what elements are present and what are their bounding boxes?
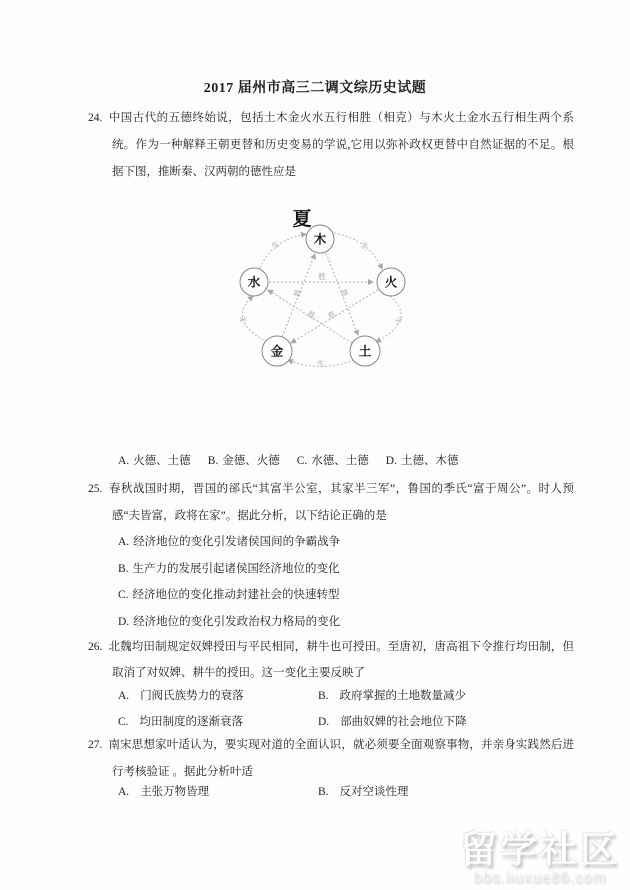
element-node-fire xyxy=(377,268,405,296)
question-27-options xyxy=(118,779,550,805)
overcome-cycle-arrows xyxy=(268,253,378,343)
svg-text:金: 金 xyxy=(270,344,284,359)
question-25-stem xyxy=(88,476,574,530)
question-26-stem xyxy=(88,634,574,686)
generate-label: 生 xyxy=(316,358,327,370)
q24-option-a: A. 火德、土德 xyxy=(118,455,191,467)
q27-option-b: B. 反对空谈性理 xyxy=(318,786,409,798)
q26-option-c: C. 均田制度的逐渐衰落 xyxy=(118,716,244,728)
question-26-text: 北魏均田制规定奴婢授田与平民相同，耕牛也可授田。至唐初，唐高祖下令推行均田制，但取消了对奴婢、耕牛的授田。这一变化主要反映了 xyxy=(108,641,574,679)
q24-option-d: D. 土德、木德 xyxy=(385,455,459,467)
overcome-label: 胜 xyxy=(305,309,317,321)
question-25-text: 春秋战国时期，晋国的郤氏“其富半公室，其家半三军”，鲁国的季氏“富于周公”。时人预感“夫皆富，政将在家”。据此分析，以下结论正确的是 xyxy=(108,483,574,522)
arrow-wood-to-fire xyxy=(334,233,382,269)
question-24-options xyxy=(88,448,550,475)
watermark xyxy=(460,831,620,886)
svg-text:土: 土 xyxy=(358,344,372,359)
svg-text:水: 水 xyxy=(247,275,261,290)
q25-option-d: D. 经济地位的变化引发政治权力格局的变化 xyxy=(118,615,341,628)
question-24-text: 中国古代的五德终始说，包括土木金火水五行相胜（相克）与木火土金水五行相生两个系统。作为一种解释王朝更替和历史变易的学说,它用以弥补政权更替中自然证据的不足。根据下图，推断秦、汉两朝的德性应是 xyxy=(108,112,574,178)
q26-option-d: D. 部曲奴婢的社会地位下降 xyxy=(318,716,467,728)
question-25-options xyxy=(118,529,340,635)
generate-label: 生 xyxy=(393,315,404,326)
q24-option-b: B. 金德、火德 xyxy=(207,455,280,467)
q26-option-a: A. 门阀氏族势力的衰落 xyxy=(118,690,244,702)
q26-option-b: B. 政府掌握的土地数量减少 xyxy=(318,690,467,702)
element-node-earth xyxy=(350,336,380,366)
five-elements-diagram xyxy=(206,196,438,411)
overcome-label: 胜 xyxy=(292,287,304,299)
arrow-water-to-wood xyxy=(260,234,306,268)
q25-option-c: C. 经济地位的变化推动封建社会的快速转型 xyxy=(118,589,340,601)
generate-label: 生 xyxy=(269,239,282,251)
q25-option-a: A. 经济地位的变化引发诸侯国间的争霸战争 xyxy=(118,536,341,548)
question-27-stem xyxy=(88,732,574,786)
svg-text:木: 木 xyxy=(313,232,327,247)
question-27-number: 27. xyxy=(88,739,103,751)
overcome-edge-labels xyxy=(291,271,351,321)
overcome-label: 胜 xyxy=(338,287,350,299)
question-26-options xyxy=(118,683,550,735)
page-title: 2017 届州市高三二调文综历史试题 xyxy=(203,81,427,96)
svg-text:火: 火 xyxy=(384,275,398,290)
element-node-metal xyxy=(262,336,292,366)
question-24-number: 24. xyxy=(88,112,103,124)
overcome-label: 胜 xyxy=(326,309,338,321)
element-node-water xyxy=(240,268,268,296)
generate-label: 生 xyxy=(238,314,249,325)
question-27-text: 南宋思想家叶适认为，要实现对道的全面认识，就必须要全面观察事物，并亲身实践然后进行考核验证 。据此分析叶适 xyxy=(108,739,574,778)
question-25-number: 25. xyxy=(88,483,103,495)
dynasty-label-xia: 夏 xyxy=(292,209,312,230)
q25-option-b: B. 生产力的发展引起诸侯国经济地位的变化 xyxy=(118,562,340,575)
generate-label: 生 xyxy=(358,240,371,252)
overcome-label: 胜 xyxy=(318,272,326,281)
question-24-stem xyxy=(88,105,574,186)
q27-option-a: A. 主张万物皆理 xyxy=(118,786,210,798)
question-26-number: 26. xyxy=(88,641,103,653)
watermark-brand: 留学社区 xyxy=(460,829,620,871)
watermark-url: bbs.liuxue86.com xyxy=(473,869,607,887)
q24-option-c: C. 水德、土德 xyxy=(296,455,369,467)
